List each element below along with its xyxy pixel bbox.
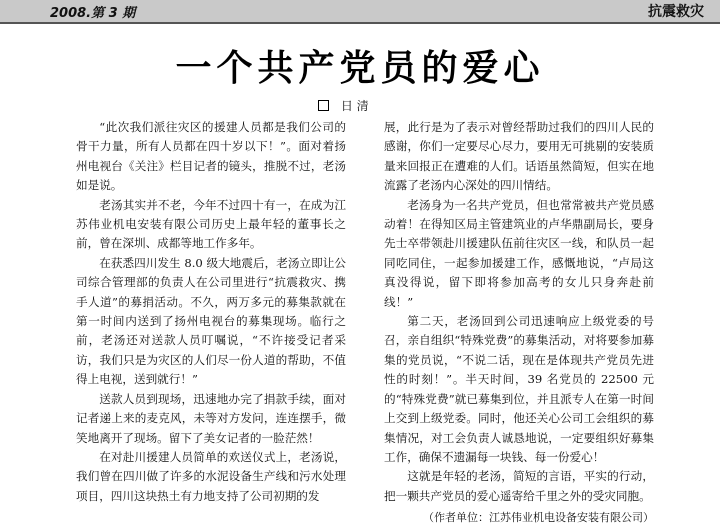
issue-number: 2008.第 3 期: [50, 6, 136, 21]
paragraph: 老汤其实并不老，今年不过四十有一，在成为江苏伟业机电安装有限公司历史上最年轻的董事长之前，曾在深圳、成都等地工作多年。: [76, 197, 346, 251]
author-name: 日 清: [340, 99, 369, 113]
article-title: 一个共产党员的爱心: [175, 48, 545, 89]
author-affiliation: （作者单位：江苏伟业机电设备安装有限公司）: [423, 511, 654, 525]
right-column: [384, 118, 654, 528]
paragraph: 展，此行是为了表示对曾经帮助过我们的四川人民的感谢，你们一定要尽心尽力，要用无可挑剔的安装质量来回报正在遭难的人们。话语虽然简短，但实在地流露了老汤内心深处的四川情结。: [384, 120, 654, 193]
paragraph: 第二天，老汤回到公司迅速响应上级党委的号召，亲自组织“特殊党费”的募集活动，对将要参加募集的党员说，“不说二话，现在是体现共产党员先进性的时刻！”。半天时间，39 名党员的 22500 元的“特殊党费”就已募集到位，并且派专人在第一时间上交到上级党委。同时，他还关心公司工会组织的募集情况，对工会负责人诚恳地说，一定要组织好募集工作，确保不遗漏每一块钱、每一份爱心！: [384, 314, 654, 464]
paragraph: 送款人员到现场，迅速地办完了捐款手续，面对记者递上来的麦克风，未等对方发问，连连摆手，微笑地离开了现场。留下了美女记者的一脸茫然！: [76, 391, 346, 445]
paragraph: 老汤身为一名共产党员，但也常常被共产党员感动着！在得知区局主管建筑业的卢华鼎副局长，要身先士卒带领赴川援建队伍前往灾区一线，和队员一起同吃同住，一起参加援建工作，感慨地说，“卢局这真没得说，留下即将参加高考的女儿只身奔赴前线！”: [384, 197, 654, 309]
left-column: [76, 118, 346, 506]
paragraph: 在获悉四川发生 8.0 级大地震后，老汤立即让公司综合管理部的负责人在公司里进行“抗震救灾、携手人道”的募捐活动。不久，两万多元的募集款就在第一时间内送到了扬州电视台的募集现场。临行之前，老汤还对送款人员叮嘱说，“不许接受记者采访，我们只是为灾区的人们尽一份人道的帮助，不值得上电视，送到就行！”: [76, 255, 346, 387]
byline-box-icon: [318, 100, 329, 111]
paragraph: 这就是年轻的老汤，简短的言语，平实的行动，把一颗共产党员的爱心遥寄给千里之外的受灾同胞。: [384, 469, 654, 503]
page-header: [0, 0, 720, 24]
byline: [318, 97, 369, 114]
section-name: 抗震救灾: [648, 4, 704, 20]
paragraph: “此次我们派往灾区的援建人员都是我们公司的骨干力量，所有人员都在四十岁以下！”。面对着扬州电视台《关注》栏目记者的镜头，推脱不过，老汤如是说。: [76, 120, 346, 193]
paragraph: 在对赴川援建人员简单的欢送仪式上，老汤说，我们曾在四川做了许多的水泥设备生产线和污水处理项目，四川这块热土有力地支持了公司初期的发: [76, 449, 346, 503]
